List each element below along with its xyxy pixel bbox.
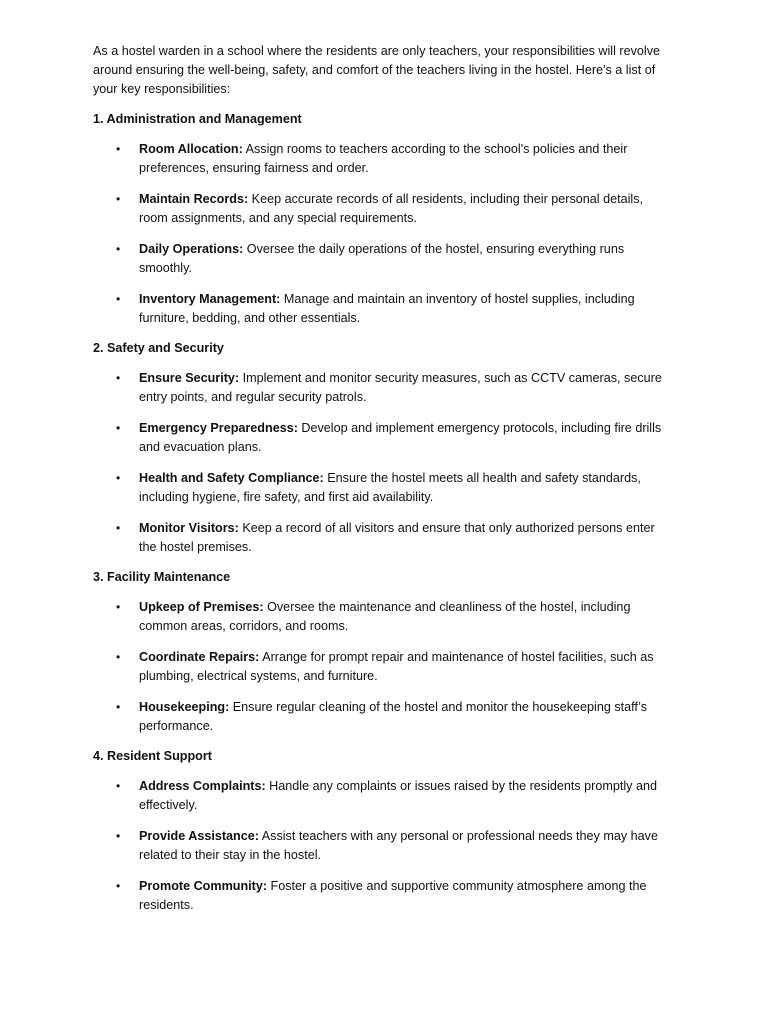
- item-text: Oversee the daily operations of the hostel, ensuring everything runs smoothly.: [139, 242, 625, 275]
- item-term: Ensure Security:: [139, 371, 240, 385]
- item-term: Health and Safety Compliance:: [139, 471, 324, 485]
- item-term: Room Allocation:: [139, 142, 243, 156]
- bullet-list: [93, 598, 672, 736]
- bullet-icon: •: [116, 700, 121, 714]
- bullet-icon: •: [116, 292, 121, 306]
- item-term: Daily Operations:: [139, 242, 244, 256]
- list-item: [93, 519, 672, 557]
- item-text: Assign rooms to teachers according to the school's policies and their preferences, ensuring fairness and order.: [139, 142, 628, 175]
- list-item: [93, 648, 672, 686]
- item-term: Housekeeping:: [139, 700, 230, 714]
- section-title: 2. Safety and Security: [93, 341, 224, 355]
- item-text: Develop and implement emergency protocols, including fire drills and evacuation plans.: [139, 421, 662, 454]
- bullet-icon: •: [116, 600, 121, 614]
- bullet-icon: •: [116, 521, 121, 535]
- item-term: Promote Community:: [139, 879, 268, 893]
- item-text: Assist teachers with any personal or professional needs they may have related to their stay in the hostel.: [139, 829, 658, 862]
- item-text: Ensure regular cleaning of the hostel and monitor the housekeeping staff’s performance.: [139, 700, 648, 733]
- item-term: Provide Assistance:: [139, 829, 259, 843]
- list-item: [93, 369, 672, 407]
- item-text: Ensure the hostel meets all health and safety standards, including hygiene, fire safety, and first aid availability.: [139, 471, 641, 504]
- list-item: [93, 240, 672, 278]
- item-term: Inventory Management:: [139, 292, 281, 306]
- item-text: Foster a positive and supportive community atmosphere among the residents.: [139, 879, 647, 912]
- list-item: [93, 469, 672, 507]
- bullet-list: [93, 140, 672, 328]
- list-item: [93, 419, 672, 457]
- item-text: Arrange for prompt repair and maintenance of hostel facilities, such as plumbing, electrical systems, and furniture.: [139, 650, 654, 683]
- list-item: [93, 698, 672, 736]
- bullet-icon: •: [116, 471, 121, 485]
- intro-paragraph: As a hostel warden in a school where the residents are only teachers, your responsibilities will revolve around ensuring the well-being, safety, and comfort of the teachers living in the hostel. Here's a list of your key responsibilities:: [93, 44, 661, 96]
- list-item: [93, 290, 672, 328]
- item-text: Manage and maintain an inventory of hostel supplies, including furniture, bedding, and other essentials.: [139, 292, 635, 325]
- item-term: Coordinate Repairs:: [139, 650, 260, 664]
- section-title: 3. Facility Maintenance: [93, 570, 231, 584]
- bullet-icon: •: [116, 142, 121, 156]
- section-safety-security: [93, 339, 672, 557]
- item-term: Maintain Records:: [139, 192, 249, 206]
- list-item: [93, 877, 672, 915]
- list-item: [93, 190, 672, 228]
- section-title: 1. Administration and Management: [93, 112, 302, 126]
- list-item: [93, 598, 672, 636]
- item-term: Upkeep of Premises:: [139, 600, 264, 614]
- bullet-icon: •: [116, 779, 121, 793]
- bullet-icon: •: [116, 192, 121, 206]
- list-item: [93, 777, 672, 815]
- item-text: Oversee the maintenance and cleanliness of the hostel, including common areas, corridors, and rooms.: [139, 600, 631, 633]
- item-term: Monitor Visitors:: [139, 521, 239, 535]
- section-resident-support: [93, 747, 672, 915]
- bullet-icon: •: [116, 650, 121, 664]
- item-text: Implement and monitor security measures, such as CCTV cameras, secure entry points, and regular security patrols.: [139, 371, 662, 404]
- bullet-icon: •: [116, 242, 121, 256]
- list-item: [93, 140, 672, 178]
- section-title: 4. Resident Support: [93, 749, 212, 763]
- bullet-icon: •: [116, 371, 121, 385]
- bullet-icon: •: [116, 879, 121, 893]
- bullet-icon: •: [116, 829, 121, 843]
- bullet-list: [93, 777, 672, 915]
- bullet-icon: •: [116, 421, 121, 435]
- list-item: [93, 827, 672, 865]
- item-text: Keep accurate records of all residents, including their personal details, room assignments, and any special requirements.: [139, 192, 643, 225]
- section-facility-maintenance: [93, 568, 672, 736]
- item-text: Handle any complaints or issues raised by the residents promptly and effectively.: [139, 779, 657, 812]
- section-administration: [93, 110, 672, 328]
- item-term: Emergency Preparedness:: [139, 421, 298, 435]
- bullet-list: [93, 369, 672, 557]
- item-text: Keep a record of all visitors and ensure that only authorized persons enter the hostel premises.: [139, 521, 655, 554]
- item-term: Address Complaints:: [139, 779, 266, 793]
